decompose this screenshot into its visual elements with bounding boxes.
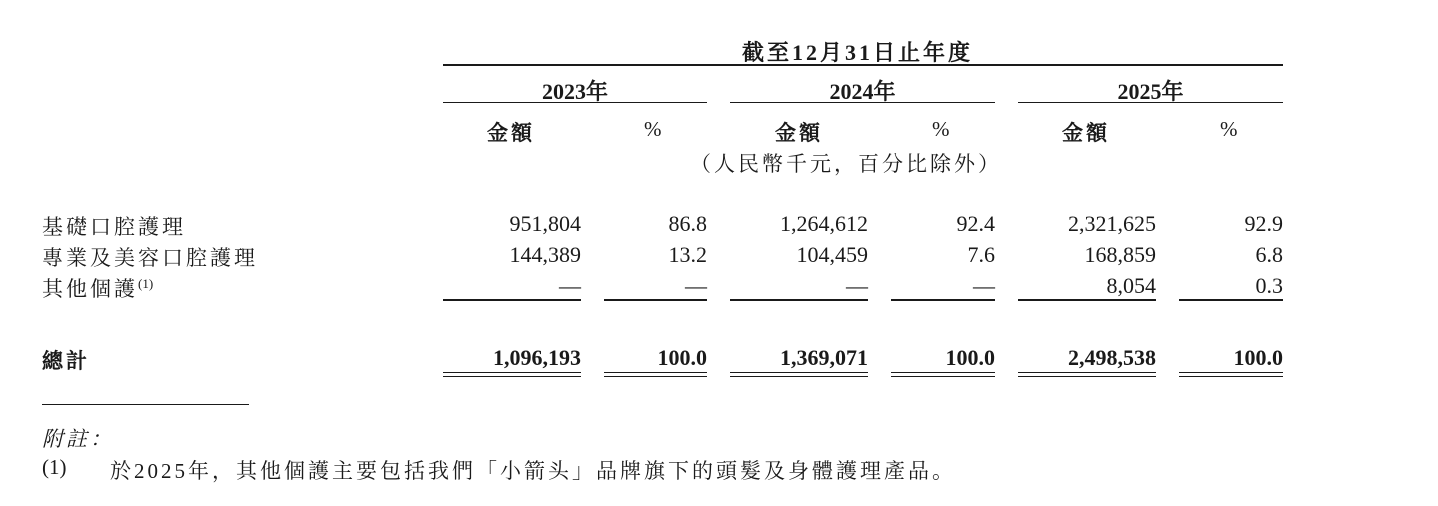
subtotal-rule (891, 299, 995, 301)
total-double-rule (730, 372, 868, 377)
total-double-rule (604, 372, 707, 377)
total-double-rule (1018, 372, 1156, 377)
note-marker: (1) (42, 455, 67, 479)
cell-percent-2025: 6.8 (1255, 242, 1283, 267)
col-percent-2024: % (932, 117, 950, 141)
note-text: 於2025年，其他個護主要包括我們「小箭头」品牌旗下的頭髮及身體護理產品。 (110, 459, 956, 483)
col-amount-2025: 金額 (1062, 121, 1110, 145)
year-rule-2024 (730, 102, 995, 103)
cell-amount-2025: 2,321,625 (1068, 211, 1156, 236)
cell-amount-2024: 1,264,612 (780, 211, 868, 236)
total-label: 總計 (42, 349, 90, 373)
cell-percent-2023: — (685, 273, 707, 298)
unit-note: （人民幣千元，百分比除外） (690, 152, 1002, 176)
cell-amount-2025: 168,859 (1084, 242, 1156, 267)
subtotal-rule (604, 299, 707, 301)
row-label: 專業及美容口腔護理 (42, 246, 258, 270)
subtotal-rule (1018, 299, 1156, 301)
row-label-text: 其他個護 (42, 277, 138, 301)
cell-percent-2025: 0.3 (1255, 273, 1283, 298)
notes-separator (42, 404, 249, 405)
subtotal-rule (443, 299, 581, 301)
year-rule-2025 (1018, 102, 1283, 103)
cell-amount-2024: — (846, 273, 868, 298)
period-header: 截至12月31日止年度 (742, 40, 974, 65)
cell-percent-2025: 92.9 (1244, 211, 1283, 236)
row-label: 基礎口腔護理 (42, 215, 186, 239)
cell-amount-2024: 104,459 (796, 242, 868, 267)
subtotal-rule (1179, 299, 1283, 301)
cell-percent-2024: 7.6 (967, 242, 995, 267)
cell-amount-2023: 144,389 (509, 242, 581, 267)
total-double-rule (891, 372, 995, 377)
col-percent-2023: % (644, 117, 662, 141)
year-header-2023: 2023年 (541, 79, 608, 104)
cell-amount-2023: — (559, 273, 581, 298)
year-rule-2023 (443, 102, 707, 103)
subtotal-rule (730, 299, 868, 301)
col-amount-2024: 金額 (775, 121, 823, 145)
row-label (42, 273, 153, 303)
col-amount-2023: 金額 (487, 121, 535, 145)
year-header-2024: 2024年 (829, 79, 896, 104)
total-amount-2024: 1,369,071 (780, 345, 868, 370)
year-header-2025: 2025年 (1117, 79, 1184, 104)
footnote-ref: (1) (138, 276, 154, 291)
period-header-rule (443, 64, 1283, 66)
total-percent-2023: 100.0 (657, 345, 707, 370)
notes-heading: 附註： (42, 427, 114, 451)
cell-percent-2023: 13.2 (668, 242, 707, 267)
cell-amount-2025: 8,054 (1106, 273, 1156, 298)
cell-amount-2023: 951,804 (509, 211, 581, 236)
cell-percent-2024: 92.4 (956, 211, 995, 236)
total-double-rule (443, 372, 581, 377)
total-double-rule (1179, 372, 1283, 377)
total-amount-2025: 2,498,538 (1068, 345, 1156, 370)
total-percent-2024: 100.0 (945, 345, 995, 370)
total-percent-2025: 100.0 (1233, 345, 1283, 370)
cell-percent-2023: 86.8 (668, 211, 707, 236)
col-percent-2025: % (1220, 117, 1238, 141)
total-amount-2023: 1,096,193 (493, 345, 581, 370)
cell-percent-2024: — (973, 273, 995, 298)
